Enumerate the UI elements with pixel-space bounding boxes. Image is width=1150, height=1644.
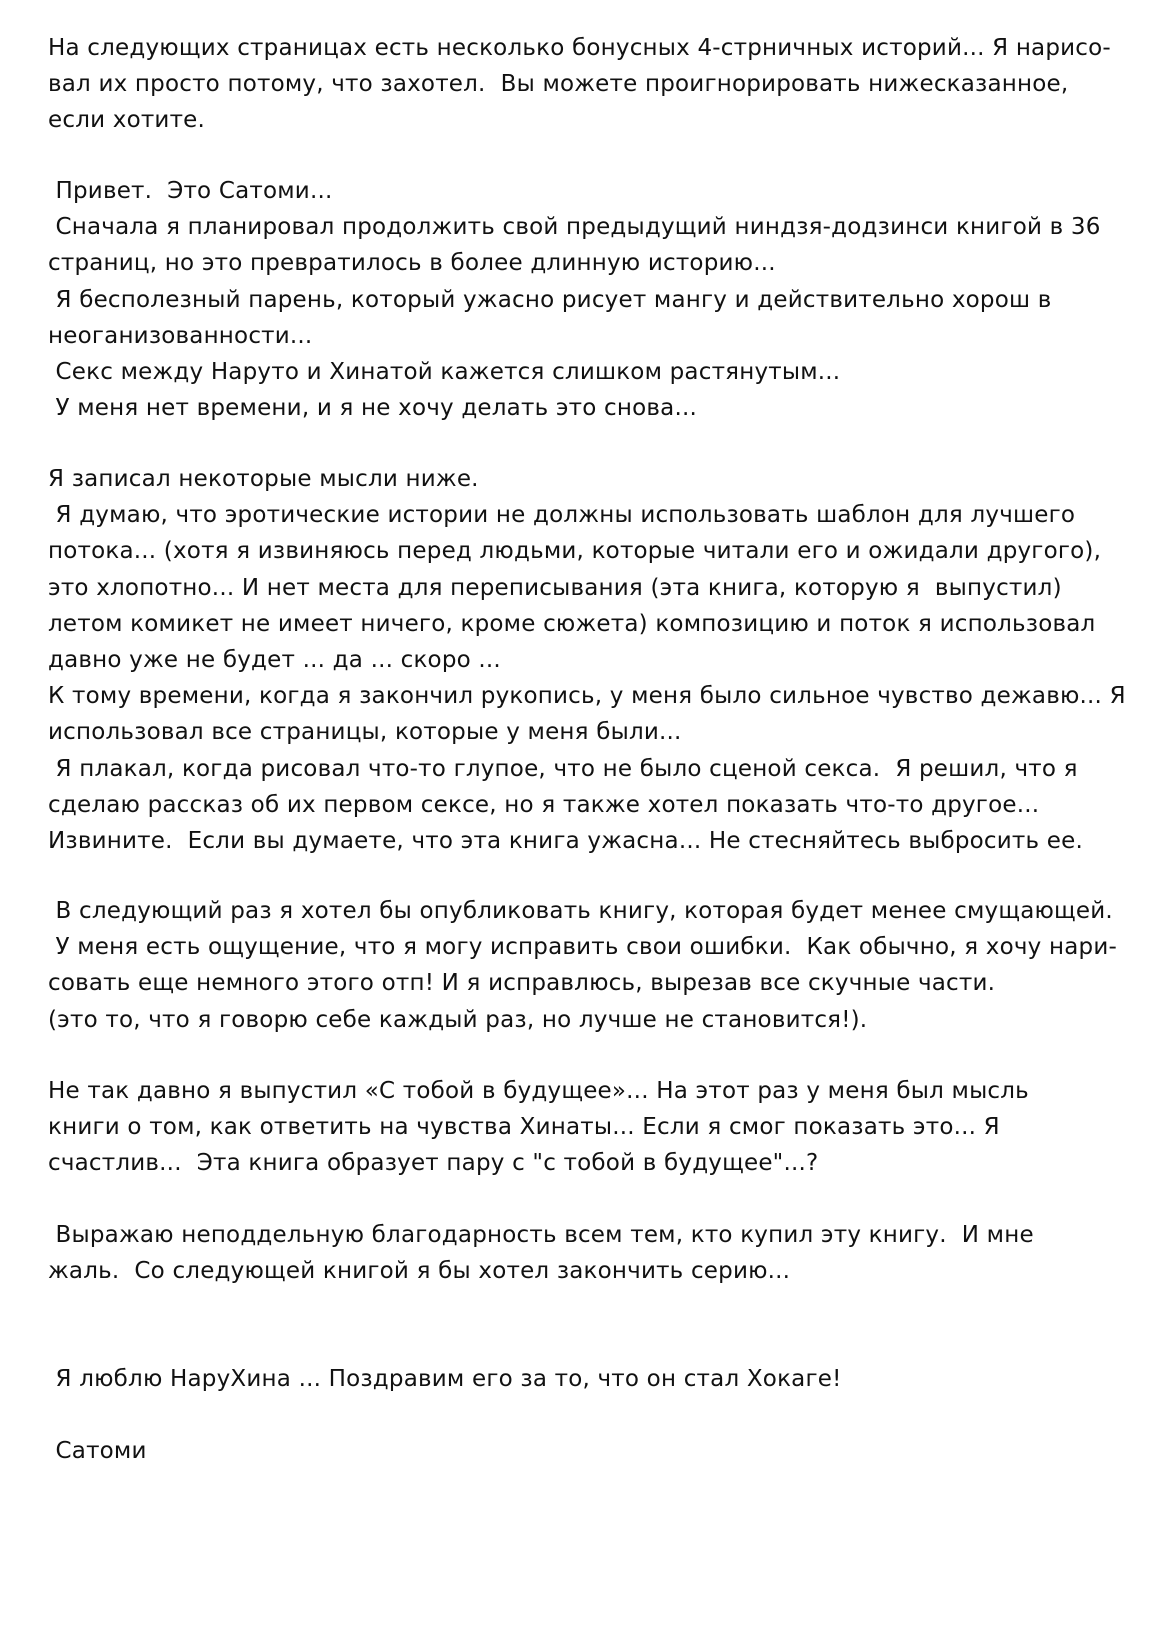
greeting-paragraph: Привет. Это Сатоми... Сначала я планировал продолжить свой предыдущий ниндзя-додзинси книгой в 36 страниц, но это превратилось в более длинную историю... Я бесполезный парень, который ужасно рисует мангу и действительно хорош в неоганизованности... Секс между Наруто и Хинатой кажется слишком растянутым... У меня нет времени, и я не хочу делать это снова... (48, 178, 1101, 422)
previous-book-paragraph: Не так давно я выпустил «С тобой в будущее»... На этот раз у меня был мысль книги о том, как ответить на чувства Хинаты... Если я смог показать это... Я счастлив... Эта книга образует пару с "с тобой в будущее"...? (48, 1078, 1029, 1177)
thanks-paragraph: Выражаю неподдельную благодарность всем тем, кто купил эту книгу. И мне жаль. Со следующей книгой я бы хотел закончить серию... (48, 1222, 1034, 1285)
signature: Сатоми (48, 1438, 147, 1464)
intro-paragraph: На следующих страницах есть несколько бонусных 4-стрничных историй... Я нарисо- вал их просто потому, что захотел. Вы можете проигнорировать нижесказанное, если хотите. (48, 35, 1111, 134)
closing-line: Я люблю НаруХина ... Поздравим его за то, что он стал Хокаге! (48, 1366, 842, 1392)
thoughts-paragraph: Я записал некоторые мысли ниже. Я думаю, что эротические истории не должны использовать шаблон для лучшего потока... (хотя я извиняюсь перед людьми, которые читали его и ожидали другого), это хлопотно... И нет места для переписывания (эта книга, которую я выпустил) летом комикет не имеет ничего, кроме сюжета) композицию и поток я использовал давно уже не будет ... да ... скоро ... К тому времени, когда я закончил рукопись, у меня было сильное чувство дежавю... Я использовал все страницы, которые у меня были... Я плакал, когда рисовал что-то глупое, что не было сценой секса. Я решил, что я сделаю рассказ об их первом сексе, но я также хотел показать что-то другое... Извините. Если вы думаете, что эта книга ужасна... Не стесняйтесь выбросить ее. (48, 466, 1126, 855)
next-book-paragraph: В следующий раз я хотел бы опубликовать книгу, которая будет менее смущающей. У меня есть ощущение, что я могу исправить свои ошибки. Как обычно, я хочу нари- совать еще немного этого отп! И я исправлюсь, вырезав все скучные части. (это то, что я говорю себе каждый раз, но лучше не становится!). (48, 898, 1117, 1033)
